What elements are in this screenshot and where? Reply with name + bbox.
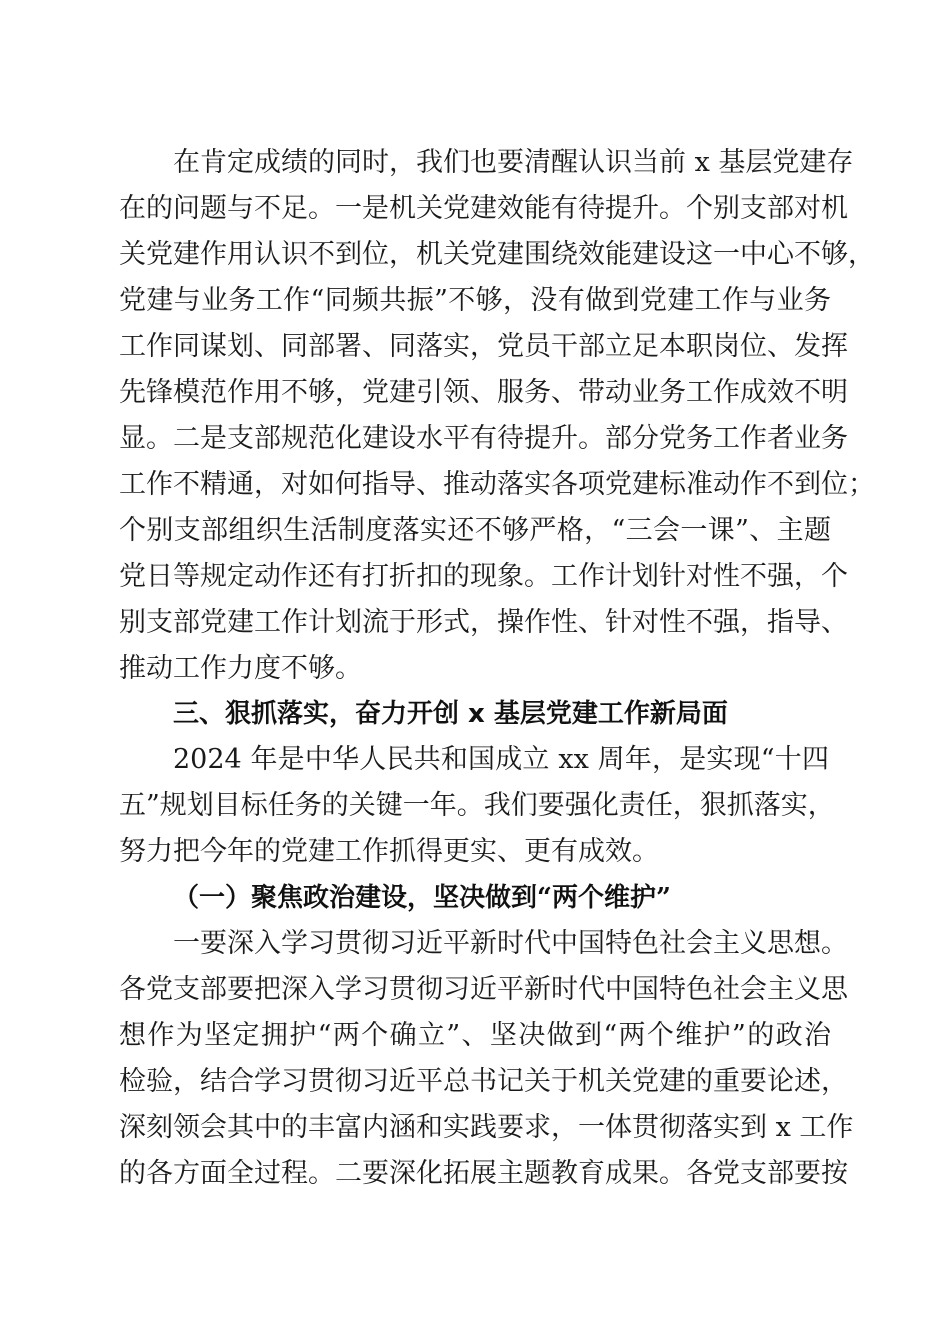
paragraph-1-line-11: 别支部党建工作计划流于形式，操作性、针对性不强，指导、 [119,607,848,638]
subsection-heading: （一）聚焦政治建设，坚决做到“两个维护” [173,883,671,913]
paragraph-1-line-7: 显。二是支部规范化建设水平有待提升。部分党务工作者业务 [119,423,848,454]
paragraph-1-line-3: 关党建作用认识不到位，机关党建围绕效能建设这一中心不够， [119,239,875,270]
paragraph-3-line-2: 各党支部要把深入学习贯彻习近平新时代中国特色社会主义思 [119,974,848,1005]
paragraph-2-line-3: 努力把今年的党建工作抓得更实、更有成效。 [119,836,659,867]
paragraph-1-line-1: 在肯定成绩的同时，我们也要清醒认识当前 x 基层党建存 [173,147,854,178]
paragraph-3-line-4: 检验，结合学习贯彻习近平总书记关于机关党建的重要论述， [119,1066,848,1097]
paragraph-1-line-12: 推动工作力度不够。 [119,653,362,684]
paragraph-3-line-5: 深刻领会其中的丰富内涵和实践要求，一体贯彻落实到 x 工作 [119,1112,854,1143]
paragraph-2-line-1: 2024 年是中华人民共和国成立 xx 周年，是实现“十四 [173,744,829,775]
paragraph-1-line-9: 个别支部组织生活制度落实还不够严格，“三会一课”、主题 [119,515,831,546]
paragraph-1-line-6: 先锋模范作用不够，党建引领、服务、带动业务工作成效不明 [119,377,848,408]
paragraph-2-line-2: 五”规划目标任务的关键一年。我们要强化责任，狠抓落实， [119,790,835,821]
paragraph-1-line-5: 工作同谋划、同部署、同落实，党员干部立足本职岗位、发挥 [119,331,848,362]
paragraph-3-line-6: 的各方面全过程。二要深化拓展主题教育成果。各党支部要按 [119,1158,848,1189]
paragraph-3-line-1: 一要深入学习贯彻习近平新时代中国特色社会主义思想。 [173,928,848,959]
section-heading: 三、狠抓落实，奋力开创 x 基层党建工作新局面 [173,699,728,729]
paragraph-3-line-3: 想作为坚定拥护“两个确立”、坚决做到“两个维护”的政治 [119,1020,831,1051]
paragraph-1-line-2: 在的问题与不足。一是机关党建效能有待提升。个别支部对机 [119,193,848,224]
paragraph-1-line-10: 党日等规定动作还有打折扣的现象。工作计划针对性不强，个 [119,561,848,592]
paragraph-1-line-8: 工作不精通，对如何指导、推动落实各项党建标准动作不到位； [119,469,875,500]
paragraph-1-line-4: 党建与业务工作“同频共振”不够，没有做到党建工作与业务 [119,285,831,316]
